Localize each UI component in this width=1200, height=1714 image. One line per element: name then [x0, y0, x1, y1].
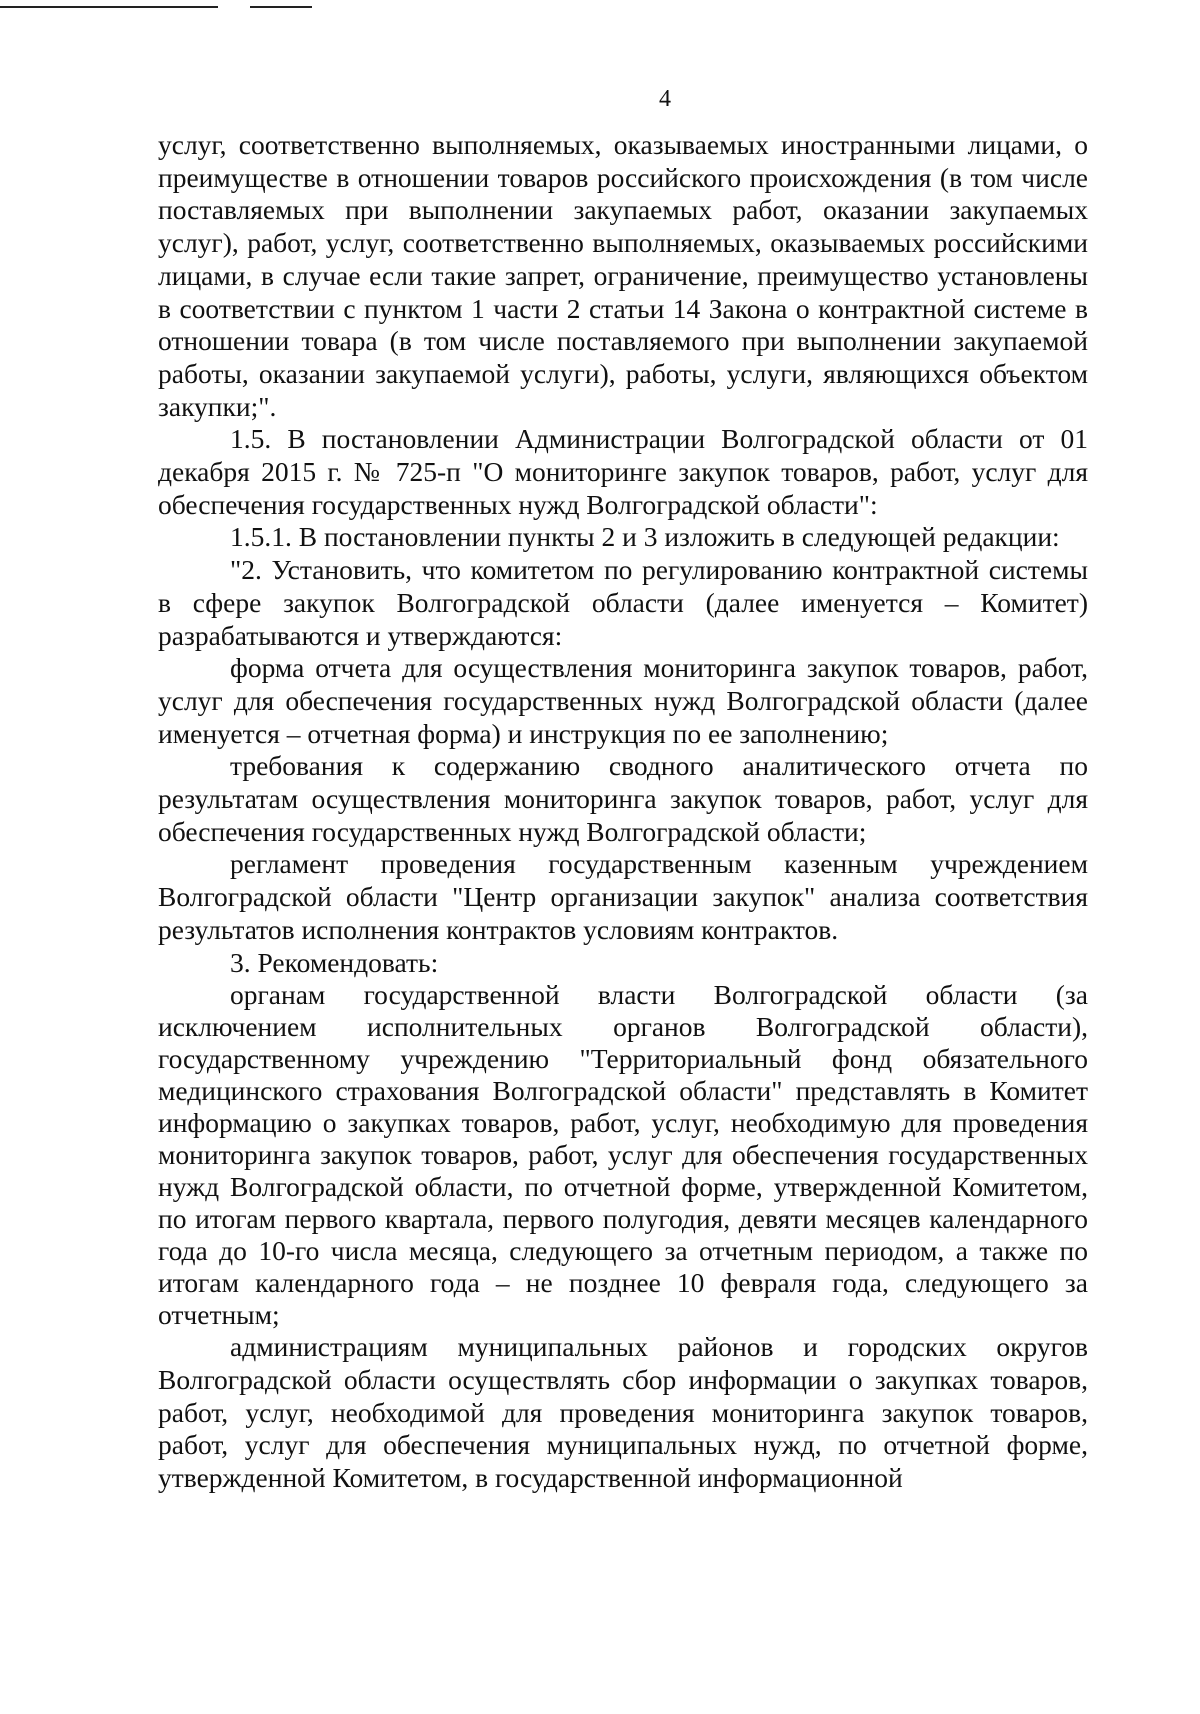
- paragraph-report-form: форма отчета для осуществления мониторинга закупок товаров, работ, услуг для обеспечения государственных нужд Волгоградской области (далее именуется – отчетная форма) и инструкция по ее заполнению;: [158, 652, 1088, 749]
- paragraph-regulation: регламент проведения государственным казенным учреждением Волгоградской области "Центр организации закупок" анализа соответствия результатов исполнения контрактов условиям контрактов.: [158, 848, 1088, 945]
- paragraph-continuation: услуг, соответственно выполняемых, оказываемых иностранными лицами, о преимуществе в отношении товаров российского происхождения (в том числе поставляемых при выполнении закупаемых работ, оказании закупаемых услуг), работ, услуг, соответственно выполняемых, оказываемых российскими лицами, в случае если такие запрет, ограничение, преимущество установлены в соответствии с пунктом 1 части 2 статьи 14 Закона о контрактной системе в отношении товара (в том числе поставляемого при выполнении закупаемой работы, оказании закупаемой услуги), работы, услуги, являющихся объектом закупки;".: [158, 129, 1088, 422]
- paragraph-requirements: требования к содержанию сводного аналитического отчета по результатам осуществления мониторинга закупок товаров, работ, услуг для обеспечения государственных нужд Волгоградской области;: [158, 750, 1088, 847]
- paragraph-section-1-5: 1.5. В постановлении Администрации Волгоградской области от 01 декабря 2015 г. № 725-п "О мониторинге закупок товаров, работ, услуг для обеспечения государственных нужд Волгоградской области":: [158, 423, 1088, 520]
- paragraph-state-bodies: органам государственной власти Волгоградской области (за исключением исполнительных органов Волгоградской области), государственному учреждению "Территориальный фонд обязательного медицинского страхования Волгоградской области" представлять в Комитет информацию о закупках товаров, работ, услуг, необходимую для проведения мониторинга закупок товаров, работ, услуг для обеспечения государственных нужд Волгоградской области, по отчетной форме, утвержденной Комитетом, по итогам первого квартала, первого полугодия, девяти месяцев календарного года до 10-го числа месяца, следующего за отчетным периодом, а также по итогам календарного года – не позднее 10 февраля года, следующего за отчетным;: [158, 979, 1088, 1331]
- paragraph-municipal-administrations: администрациям муниципальных районов и городских округов Волгоградской области осуществлять сбор информации о закупках товаров, работ, услуг, необходимой для проведения мониторинга закупок товаров, работ, услуг для обеспечения муниципальных нужд, по отчетной форме, утвержденной Комитетом, в государственной информационной: [158, 1331, 1088, 1494]
- paragraph-section-1-5-1: 1.5.1. В постановлении пункты 2 и 3 изложить в следующей редакции:: [230, 521, 1060, 553]
- page-number: 4: [659, 86, 671, 112]
- scan-edge-mark: [250, 6, 312, 8]
- document-body: [158, 129, 1088, 1495]
- paragraph-item-2: "2. Установить, что комитетом по регулированию контрактной системы в сфере закупок Волгоградской области (далее именуется – Комитет) разрабатываются и утверждаются:: [158, 554, 1088, 651]
- scan-edge-mark: [0, 6, 218, 8]
- paragraph-item-3: 3. Рекомендовать:: [230, 946, 439, 978]
